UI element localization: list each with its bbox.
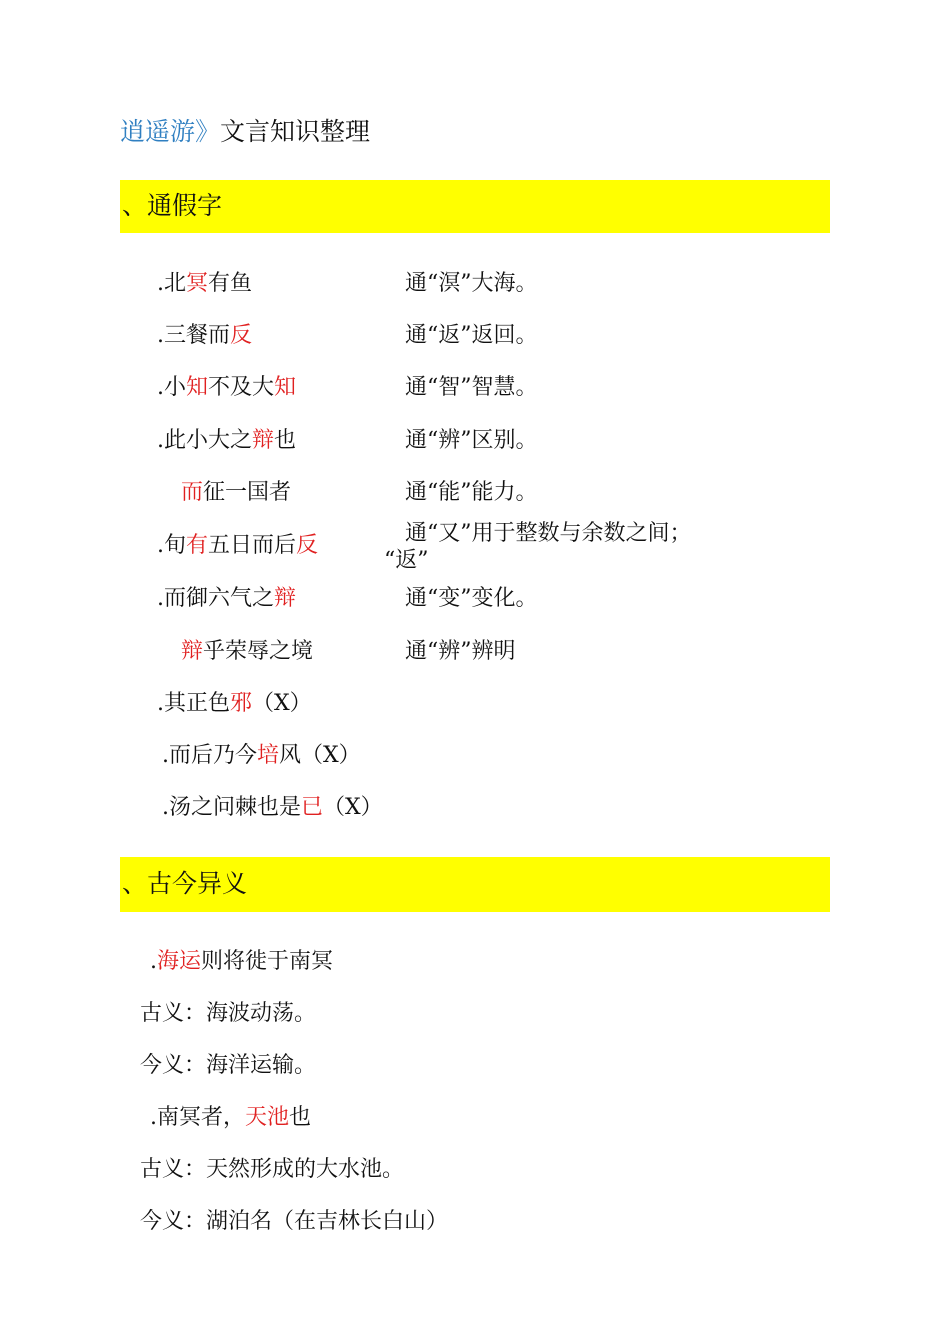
highlighted-char: 辩 [252, 428, 275, 453]
tongjiazi-gloss: 通“返”返回。 [405, 323, 538, 348]
text-run: （X） [323, 795, 383, 820]
tongjiazi-gloss: 通“辨”区别。 [405, 428, 538, 453]
highlighted-char: 辩 [274, 586, 297, 611]
ancient-meaning [140, 1159, 404, 1181]
tongjiazi-gloss: 通“溟”大海。 [405, 271, 538, 296]
text-run: 征一国者 [203, 480, 292, 505]
highlighted-char: 反 [230, 323, 253, 348]
highlighted-char: 反 [296, 533, 319, 558]
text-run: .旬 [157, 533, 186, 558]
tongjiazi-phrase [162, 745, 361, 767]
text-run: 乎荣辱之境 [203, 639, 314, 664]
highlighted-char: 而 [181, 480, 204, 505]
example-sentence [150, 1107, 311, 1129]
modern-meaning [140, 1211, 448, 1233]
text-run: 风（X） [279, 743, 361, 768]
text-run: .汤之问棘也是 [162, 795, 301, 820]
text-run: 今义：海洋运输。 [140, 1053, 317, 1078]
title-rest: 文言知识整理 [220, 117, 371, 146]
ancient-meaning [140, 1003, 316, 1025]
section-heading-tongjiazi: 、通假字 [122, 191, 223, 220]
tongjiazi-phrase [157, 377, 296, 399]
highlighted-char: 知 [274, 375, 297, 400]
text-run: 今义：湖泊名（在吉林长白山） [140, 1209, 449, 1234]
highlighted-char: 知 [186, 375, 209, 400]
highlighted-char: 培 [257, 743, 280, 768]
text-run: . [150, 949, 157, 974]
tongjiazi-phrase [157, 693, 312, 715]
highlighted-char: 天池 [245, 1105, 290, 1130]
section-heading-banner [120, 857, 830, 912]
tongjiazi-phrase [181, 482, 291, 504]
highlighted-char: 邪 [230, 691, 253, 716]
tongjiazi-phrase [157, 535, 318, 557]
tongjiazi-gloss: 通“辨”辨明 [405, 639, 516, 664]
text-run: .北 [157, 271, 186, 296]
tongjiazi-gloss: 通“变”变化。 [405, 586, 538, 611]
text-run: .而御六气之 [157, 586, 274, 611]
text-run: .南冥者， [150, 1105, 245, 1130]
text-run: 古义：天然形成的大水池。 [140, 1157, 405, 1182]
text-run: 不及大 [208, 375, 275, 400]
text-run: .此小大之 [157, 428, 252, 453]
text-run: .其正色 [157, 691, 230, 716]
tongjiazi-phrase [157, 430, 296, 452]
section-heading-banner [120, 180, 830, 233]
text-run: .而后乃今 [162, 743, 257, 768]
tongjiazi-phrase [157, 588, 296, 610]
text-run: 也 [274, 428, 297, 453]
highlighted-char: 辩 [181, 639, 204, 664]
text-run: 也 [289, 1105, 312, 1130]
tongjiazi-phrase [181, 641, 313, 663]
tongjiazi-phrase [157, 325, 252, 347]
text-run: 则将徙于南冥 [201, 949, 334, 974]
text-run: 古义：海波动荡。 [140, 1001, 317, 1026]
modern-meaning [140, 1055, 316, 1077]
title-highlight: 逍遥游》 [120, 117, 221, 146]
tongjiazi-phrase [157, 273, 252, 295]
highlighted-char: 已 [301, 795, 324, 820]
text-run: .小 [157, 375, 186, 400]
tongjiazi-gloss-continued: “返” [384, 548, 429, 573]
highlighted-char: 有 [186, 533, 209, 558]
text-run: 有鱼 [208, 271, 253, 296]
text-run: （X） [252, 691, 312, 716]
text-run: 五日而后 [208, 533, 297, 558]
document-title [120, 112, 370, 148]
section-heading-gujinyiyi: 、古今异义 [122, 869, 248, 898]
example-sentence [150, 951, 333, 973]
text-run: .三餐而 [157, 323, 230, 348]
tongjiazi-phrase [162, 797, 383, 819]
tongjiazi-gloss: 通“又”用于整数与余数之间； [405, 521, 692, 546]
tongjiazi-gloss: 通“能”能力。 [405, 480, 538, 505]
highlighted-char: 海运 [157, 949, 202, 974]
tongjiazi-gloss: 通“智”智慧。 [405, 375, 538, 400]
highlighted-char: 冥 [186, 271, 209, 296]
